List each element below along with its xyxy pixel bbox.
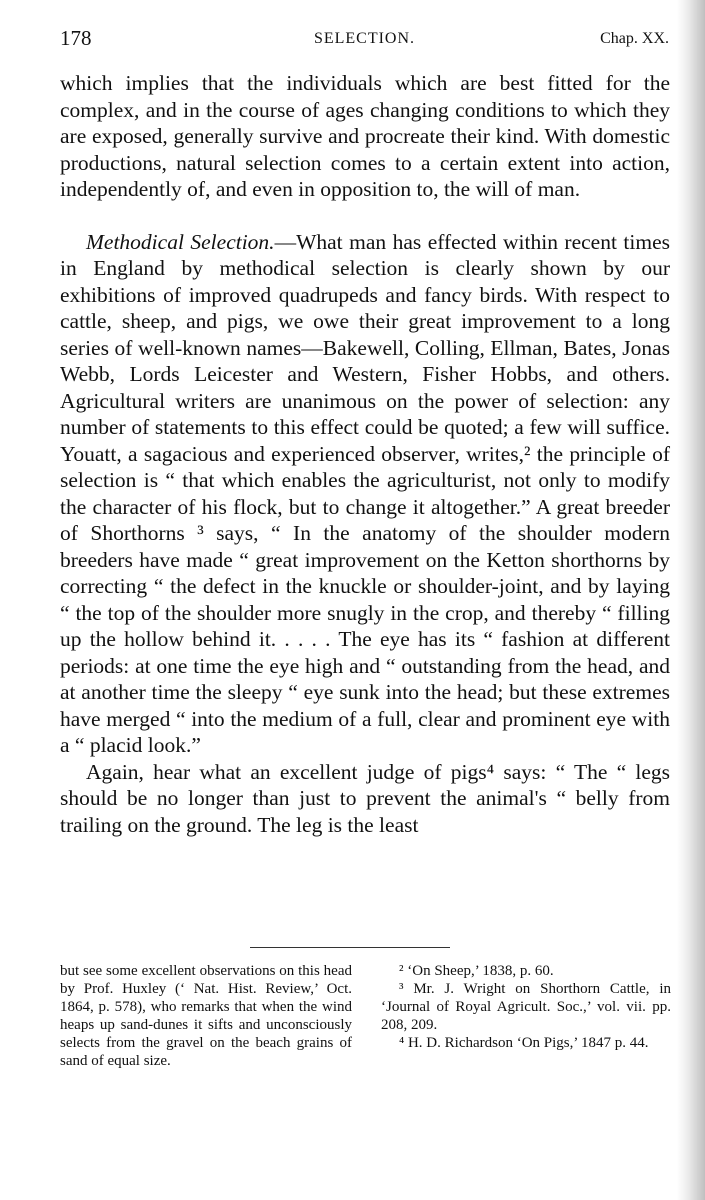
chapter-label: Chap. XX.	[600, 30, 669, 47]
page-number: 178	[60, 26, 92, 50]
main-text	[60, 70, 670, 838]
section-heading: Methodical Selection.	[86, 229, 275, 254]
paragraph-2-text: —What man has effected within recent times in England by methodical selection is clearly shown by our exhibitions of improved quadrupeds and fancy birds. With respect to cattle, sheep, and pigs, we owe their great improvement to a long series of well-known names—Bakewell, Colling, Ellman, Bates, Jonas Webb, Lords Leicester and Western, Fisher Hobbs, and others. Agricultural writers are unanimous on the power of selection: any number of statements to this effect could be quoted; a few will suffice. Youatt, a sagacious and experienced observer, writes,² the principle of selection is “ that which enables the agriculturist, not only to modify the character of his flock, but to change it altogether.” A great breeder of Shorthorns ³ says, “ In the anatomy of the shoulder modern breeders have made “ great improvement on the Ketton shorthorns by correcting “ the defect in the knuckle or shoulder-joint, and by laying “ the top of the shoulder more snugly in the crop, and thereby “ filling up the hollow behind it. . . . . The eye has its “ fashion at different periods: at one time the eye high and “ outstanding from the head, and at another time the sleepy “ eye sunk into the head; but these extremes have merged “ into the medium of a full, clear and prominent eye with a “ placid look.”	[60, 229, 670, 757]
paragraph-2	[60, 229, 670, 759]
footnote-column-right	[381, 962, 671, 1052]
footnote-divider	[250, 947, 450, 948]
footnote-continuation: but see some excellent observations on this head by Prof. Huxley (‘ Nat. Hist. Review,’ Oct. 1864, p. 578), who remarks that when the wind heaps up sand-dunes it sifts and unconsciously selects from the gravel on the beach grains of sand of equal size.	[60, 963, 352, 1069]
running-title: SELECTION.	[313, 30, 416, 47]
footnote-column-left	[60, 962, 352, 1070]
footnote-2: ² ‘On Sheep,’ 1838, p. 60.	[399, 963, 554, 979]
paragraph-3: Again, hear what an excellent judge of pigs⁴ says: “ The “ legs should be no longer than just to prevent the animal's “ belly from trailing on the ground. The leg is the least	[60, 759, 670, 837]
page-gutter-shadow	[677, 0, 705, 1200]
footnote-3: ³ Mr. J. Wright on Shorthorn Cattle, in ‘Journal of Royal Agricult. Soc.,’ vol. vii. pp. 208, 209.	[381, 981, 671, 1033]
footnote-4: ⁴ H. D. Richardson ‘On Pigs,’ 1847 p. 44.	[399, 1035, 649, 1051]
running-header	[60, 26, 669, 58]
paragraph-1: which implies that the individuals which are best fitted for the complex, and in the course of ages changing conditions to which they are exposed, generally survive and procreate their kind. With domestic productions, natural selection comes to a certain extent into action, independently of, and even in opposition to, the will of man.	[60, 71, 670, 201]
